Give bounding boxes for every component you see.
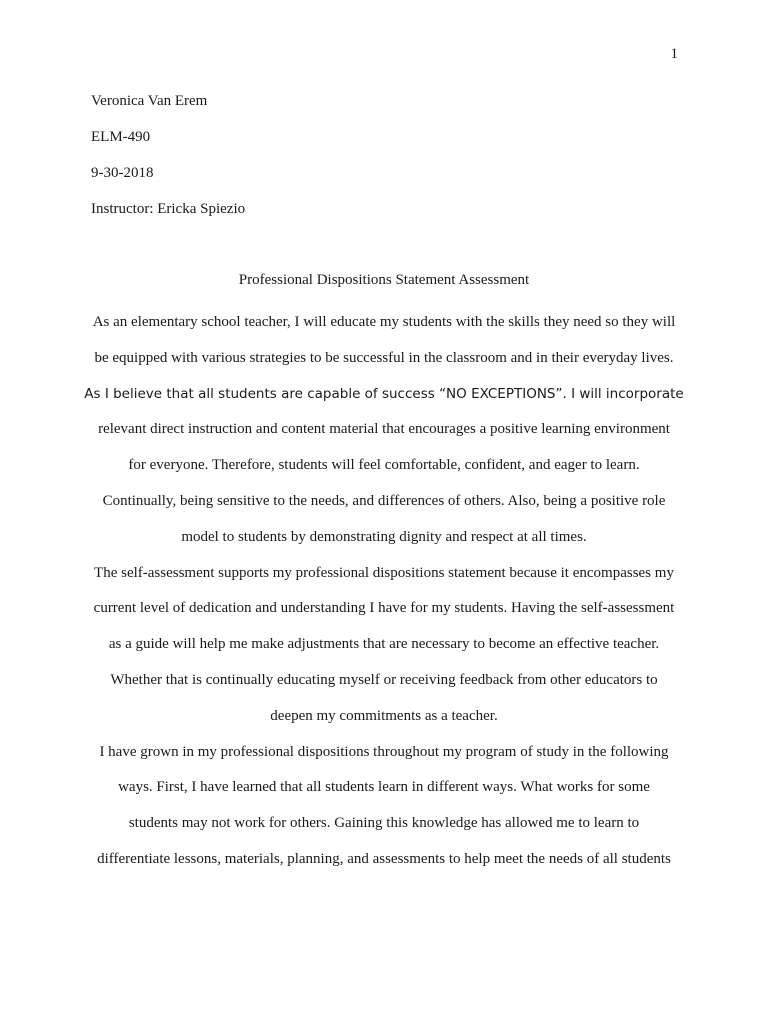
page-number: 1: [670, 46, 678, 62]
body-line: current level of dedication and understanding I have for my students. Having the self-assessment: [93, 600, 675, 617]
instructor-name: Instructor: Ericka Spiezio: [91, 201, 246, 217]
body-line: be equipped with various strategies to be successful in the classroom and in their everyday lives.: [94, 349, 674, 366]
body-line: Continually, being sensitive to the needs, and differences of others. Also, being a positive role: [102, 492, 666, 509]
author-name: Veronica Van Erem: [91, 93, 208, 109]
course-code: ELM-490: [91, 129, 151, 145]
document-date: 9-30-2018: [91, 165, 154, 181]
body-line: I have grown in my professional dispositions throughout my program of study in the following: [99, 743, 669, 760]
body-line: students may not work for others. Gaining this knowledge has allowed me to learn to: [128, 815, 640, 832]
document-body: [84, 305, 684, 878]
body-line: for everyone. Therefore, students will feel comfortable, confident, and eager to learn.: [128, 457, 640, 474]
body-line: Whether that is continually educating myself or receiving feedback from other educators to: [110, 671, 658, 688]
body-line: As an elementary school teacher, I will educate my students with the skills they need so they will: [92, 314, 676, 330]
document-title: Professional Dispositions Statement Assessment: [238, 272, 530, 288]
body-line: deepen my commitments as a teacher.: [270, 707, 498, 724]
body-line: As I believe that all students are capable of success “NO EXCEPTIONS”. I will incorporate: [84, 385, 684, 402]
body-line: as a guide will help me make adjustments that are necessary to become an effective teacher.: [108, 636, 660, 653]
body-line: The self-assessment supports my professional dispositions statement because it encompasses my: [94, 564, 674, 581]
body-line: ways. First, I have learned that all students learn in different ways. What works for some: [118, 779, 650, 796]
body-line: differentiate lessons, materials, planning, and assessments to help meet the needs of all students: [97, 850, 671, 867]
body-line: relevant direct instruction and content material that encourages a positive learning environment: [98, 421, 670, 438]
body-line: model to students by demonstrating dignity and respect at all times.: [181, 528, 587, 545]
